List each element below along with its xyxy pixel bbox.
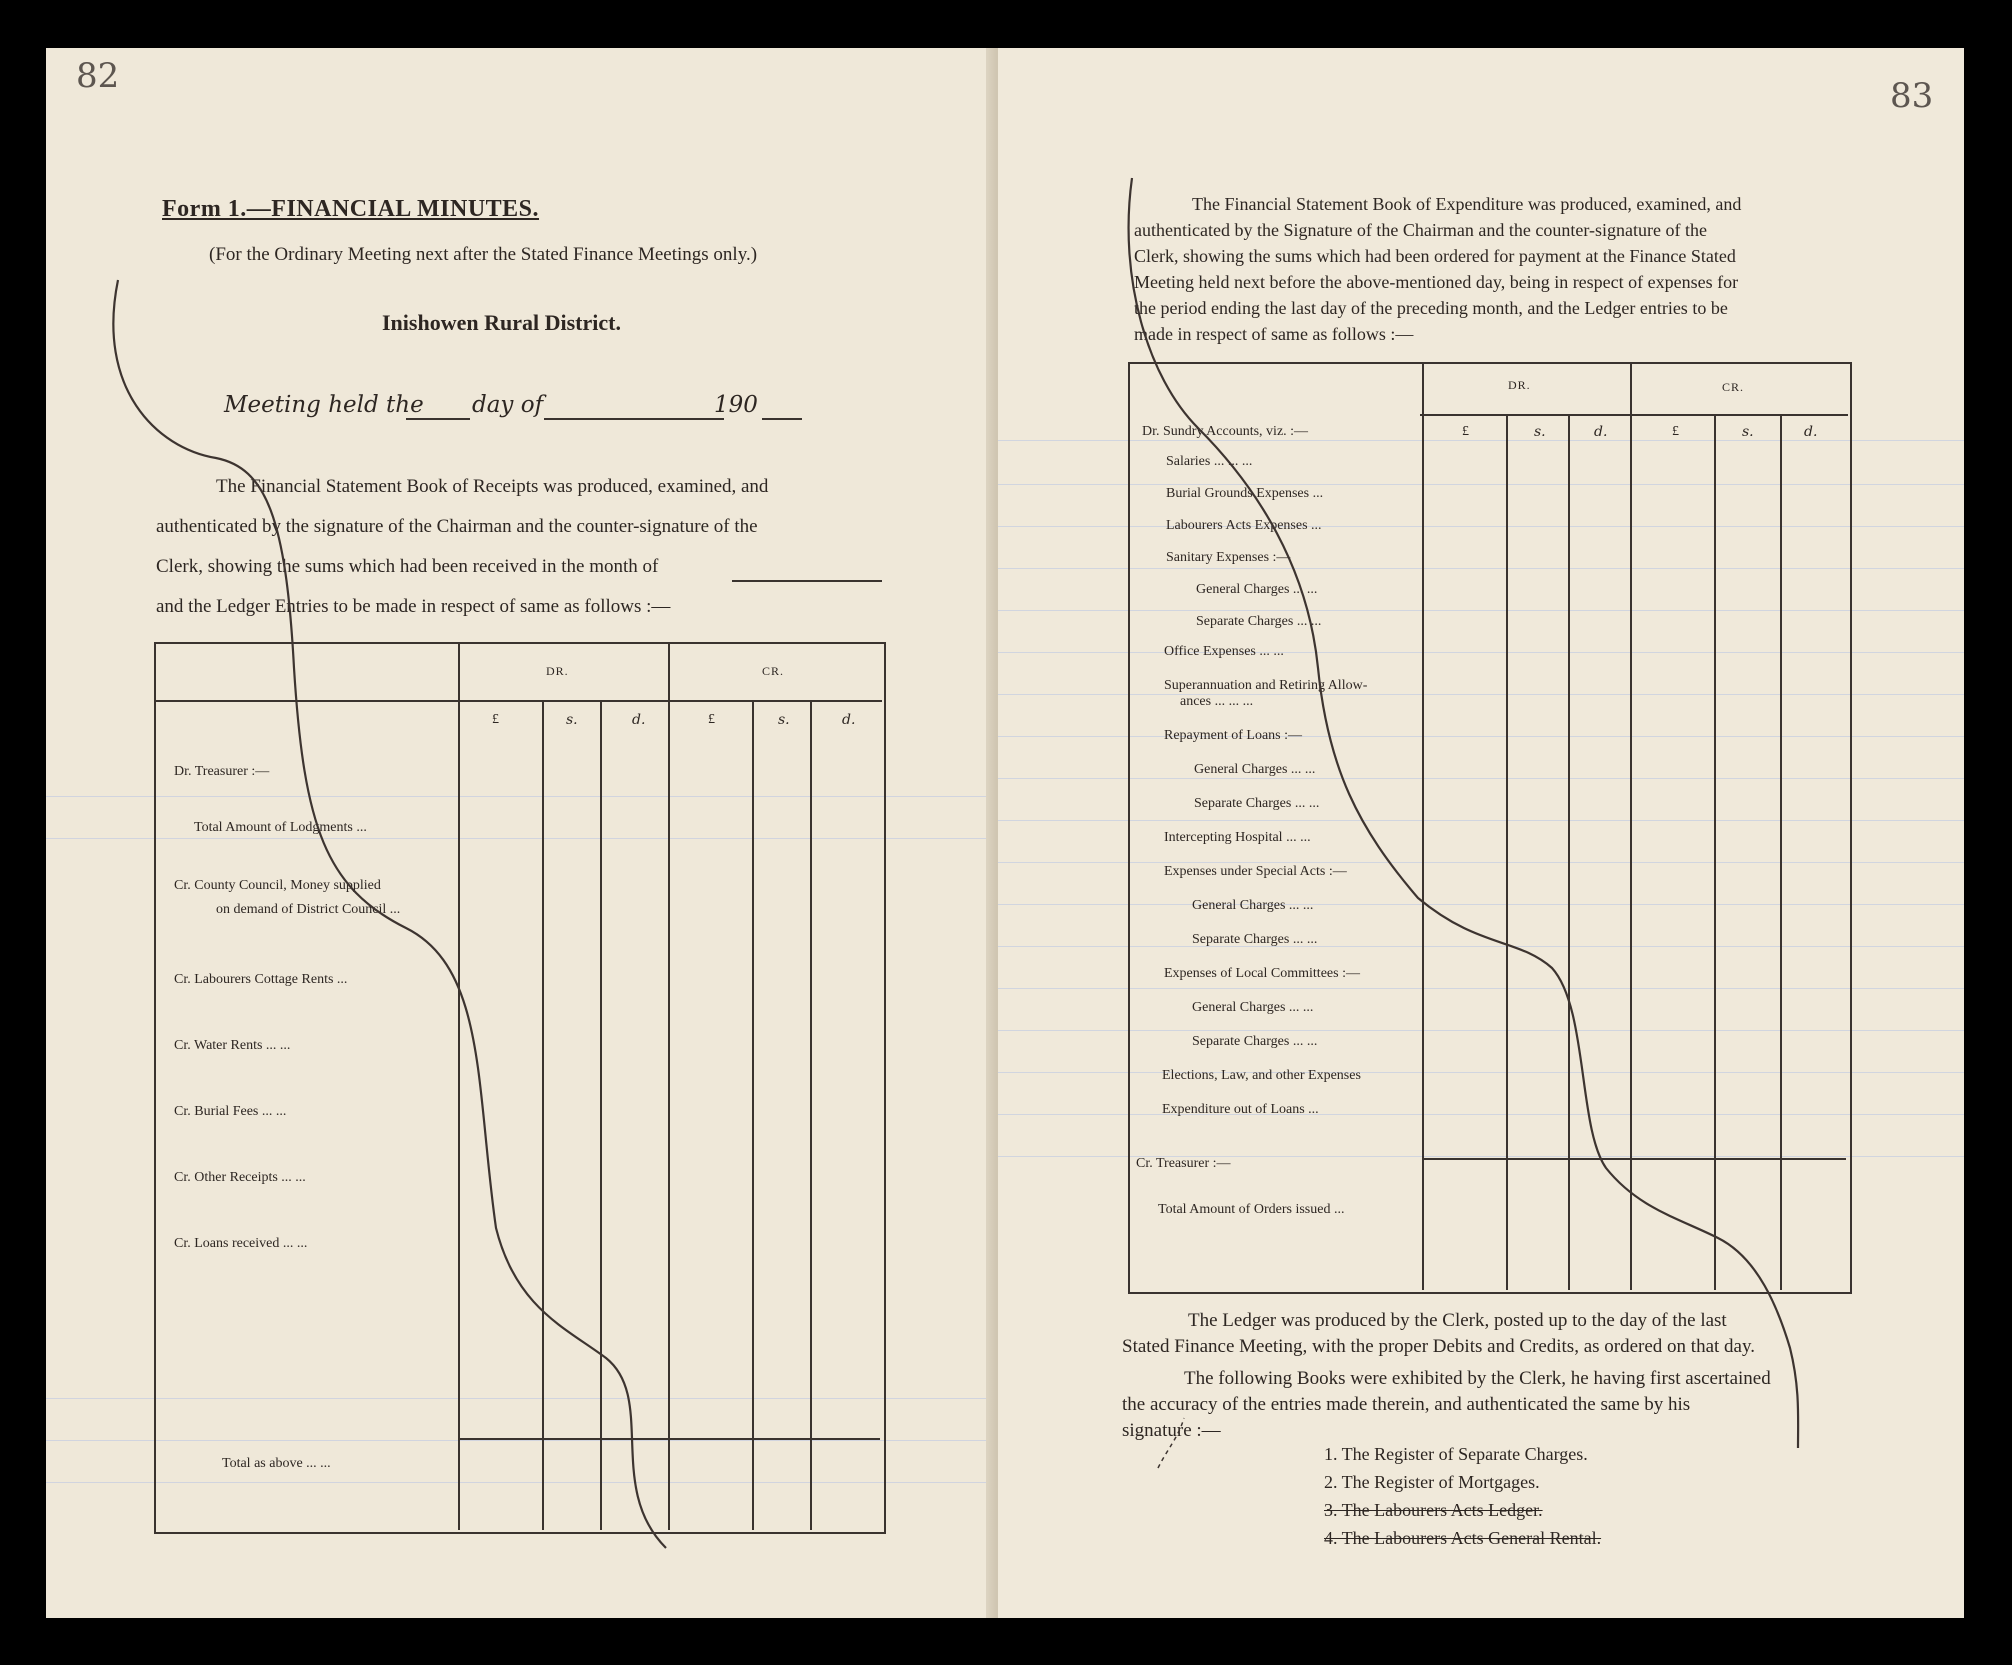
table-row: Separate Charges ... ... — [1194, 796, 1320, 811]
table-row: Burial Grounds Expenses ... — [1166, 486, 1324, 501]
right-page — [998, 48, 1964, 1618]
books-paragraph-line-3: signature :— — [1122, 1420, 1221, 1441]
table-row: ances ... ... ... — [1180, 694, 1254, 709]
shillings-header: s. — [1742, 424, 1754, 440]
pence-header: d. — [1594, 424, 1608, 440]
table-row: Superannuation and Retiring Allow- — [1164, 678, 1368, 693]
pence-header: d. — [632, 712, 646, 728]
pounds-header: £ — [1462, 424, 1469, 439]
cr-header: CR. — [762, 664, 785, 678]
table-row: General Charges ... ... — [1192, 898, 1314, 913]
table-row: Dr. Treasurer :— — [174, 764, 270, 779]
table-row: Separate Charges ... ... — [1192, 932, 1318, 947]
books-paragraph-line-2: the accuracy of the entries made therein, and authenticated the same by his — [1122, 1394, 1691, 1415]
book-list-item-struck: 3. The Labourers Acts Ledger. — [1324, 1500, 1543, 1520]
form-subtitle: (For the Ordinary Meeting next after the Stated Finance Meetings only.) — [209, 244, 758, 265]
pence-header: d. — [842, 712, 856, 728]
expenditure-paragraph-line-4: Meeting held next before the above-mentioned day, being in respect of expenses for — [1134, 272, 1739, 292]
dr-header: DR. — [1508, 378, 1531, 392]
cancellation-stroke — [998, 48, 1964, 1618]
table-row: Office Expenses ... ... — [1164, 644, 1284, 659]
table-row: Total Amount of Orders issued ... — [1158, 1202, 1345, 1217]
expenditure-paragraph-line-5: the period ending the last day of the preceding month, and the Ledger entries to be — [1134, 298, 1728, 318]
pounds-header: £ — [708, 712, 715, 727]
shillings-header: s. — [778, 712, 790, 728]
table-row: Expenditure out of Loans ... — [1162, 1102, 1319, 1117]
table-row: Salaries ... ... ... — [1166, 454, 1253, 469]
table-row: Intercepting Hospital ... ... — [1164, 830, 1311, 845]
table-row: on demand of District Council ... — [216, 902, 401, 917]
receipts-paragraph-line-4: and the Ledger Entries to be made in respect of same as follows :— — [156, 596, 671, 617]
table-row: Cr. County Council, Money supplied — [174, 878, 381, 893]
meeting-held-label: Meeting held the — [224, 392, 424, 418]
pence-header: d. — [1804, 424, 1818, 440]
book-list-item: 1. The Register of Separate Charges. — [1324, 1444, 1588, 1464]
table-row: General Charges ... ... — [1192, 1000, 1314, 1015]
table-row: Total as above ... ... — [222, 1456, 331, 1471]
receipts-paragraph-line-2: authenticated by the signature of the Chairman and the counter-signature of the — [156, 516, 758, 537]
books-paragraph-line-1: The following Books were exhibited by the Clerk, he having first ascertained — [1184, 1368, 1771, 1389]
district-name: Inishowen Rural District. — [382, 310, 621, 335]
table-row: General Charges ... ... — [1196, 582, 1318, 597]
table-row: Repayment of Loans :— — [1164, 728, 1303, 743]
table-row: Cr. Labourers Cottage Rents ... — [174, 972, 348, 987]
table-row: Sanitary Expenses :— — [1166, 550, 1291, 565]
shillings-header: s. — [566, 712, 578, 728]
expenditure-paragraph-line-6: made in respect of same as follows :— — [1134, 324, 1414, 344]
table-row: Cr. Treasurer :— — [1136, 1156, 1231, 1171]
table-row: Total Amount of Lodgments ... — [194, 820, 367, 835]
dr-header: DR. — [546, 664, 569, 678]
table-row: Expenses under Special Acts :— — [1164, 864, 1347, 879]
form-title: Form 1.—FINANCIAL MINUTES. — [162, 196, 540, 222]
table-row: Expenses of Local Committees :— — [1164, 966, 1360, 981]
table-row: Cr. Loans received ... ... — [174, 1236, 308, 1251]
ledger-paragraph-line-2: Stated Finance Meeting, with the proper Debits and Credits, as ordered on that day. — [1122, 1336, 1755, 1357]
ledger-paragraph-line-1: The Ledger was produced by the Clerk, posted up to the day of the last — [1188, 1310, 1727, 1331]
table-row: Cr. Burial Fees ... ... — [174, 1104, 287, 1119]
shillings-header: s. — [1534, 424, 1546, 440]
table-row: Separate Charges ... ... — [1192, 1034, 1318, 1049]
expenditure-paragraph-line-1: The Financial Statement Book of Expenditure was produced, examined, and — [1192, 194, 1742, 214]
page-number: 82 — [76, 56, 120, 96]
table-row: Dr. Sundry Accounts, viz. :— — [1142, 424, 1309, 439]
expenditure-paragraph-line-3: Clerk, showing the sums which had been ordered for payment at the Finance Stated — [1134, 246, 1736, 266]
table-row: Labourers Acts Expenses ... — [1166, 518, 1322, 533]
table-row: Cr. Water Rents ... ... — [174, 1038, 291, 1053]
page-number: 83 — [1890, 76, 1934, 116]
cr-header: CR. — [1722, 380, 1745, 394]
receipts-paragraph-line-1: The Financial Statement Book of Receipts was produced, examined, and — [216, 476, 769, 497]
meeting-year-label: 190 — [714, 392, 758, 418]
pounds-header: £ — [1672, 424, 1679, 439]
meeting-day-of-label: day of — [472, 392, 544, 418]
cancellation-stroke — [46, 48, 994, 1618]
book-list-item: 2. The Register of Mortgages. — [1324, 1472, 1540, 1492]
book-list-item-struck: 4. The Labourers Acts General Rental. — [1324, 1528, 1602, 1548]
receipts-paragraph-line-3: Clerk, showing the sums which had been received in the month of — [156, 556, 659, 577]
table-row: General Charges ... ... — [1194, 762, 1316, 777]
table-row: Cr. Other Receipts ... ... — [174, 1170, 306, 1185]
pounds-header: £ — [492, 712, 499, 727]
table-row: Elections, Law, and other Expenses — [1162, 1068, 1361, 1083]
left-page — [46, 48, 994, 1618]
expenditure-paragraph-line-2: authenticated by the Signature of the Chairman and the counter-signature of the — [1134, 220, 1707, 240]
table-row: Separate Charges ... ... — [1196, 614, 1322, 629]
